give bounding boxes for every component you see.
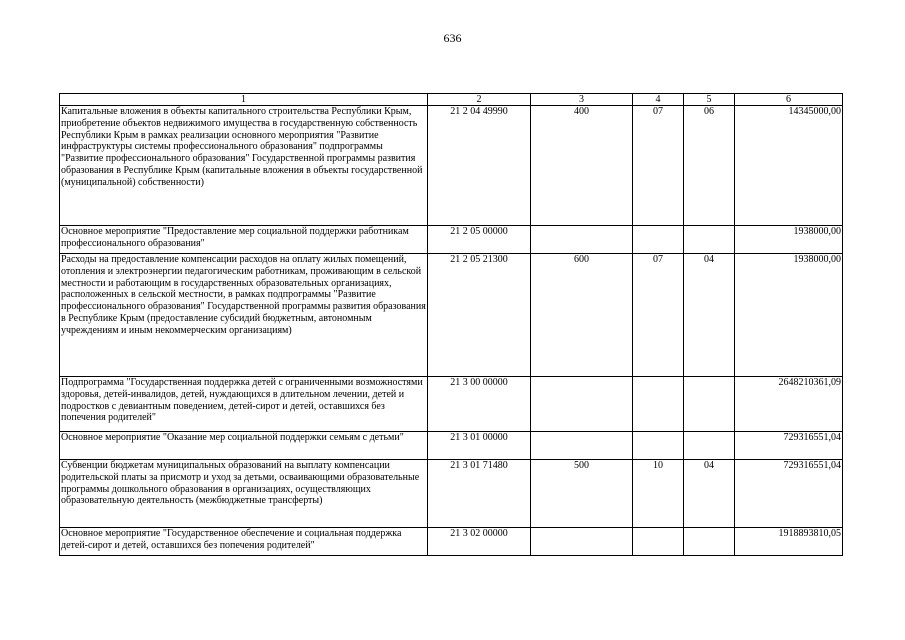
target-code: 21 3 01 00000 xyxy=(428,432,531,460)
table-row xyxy=(60,106,843,226)
target-code: 21 3 02 00000 xyxy=(428,528,531,556)
amount: 729316551,04 xyxy=(735,432,843,460)
amount: 2648210361,09 xyxy=(735,377,843,432)
amount: 1938000,00 xyxy=(735,254,843,377)
expense-type xyxy=(531,432,633,460)
expense-type: 400 xyxy=(531,106,633,226)
expense-type: 500 xyxy=(531,460,633,528)
budget-table xyxy=(59,93,843,556)
amount: 14345000,00 xyxy=(735,106,843,226)
target-code: 21 2 04 49990 xyxy=(428,106,531,226)
row-name: Субвенции бюджетам муниципальных образований на выплату компенсации родительской платы за присмотр и уход за детьми, осваивающими образовательные программы дошкольного образования в организациях, осуществляющих образовательную деятельность (межбюджетные трансферты) xyxy=(60,460,428,528)
section: 07 xyxy=(633,254,684,377)
amount: 729316551,04 xyxy=(735,460,843,528)
subsection: 06 xyxy=(684,106,735,226)
table-row xyxy=(60,460,843,528)
subsection xyxy=(684,226,735,254)
page-number: 636 xyxy=(443,31,462,45)
row-name: Капитальные вложения в объекты капитального строительства Республики Крым, приобретение объектов недвижимого имущества в государственную собственность Республики Крым в рамках реализации основного мероприятия "Развитие инфраструктуры системы профессионального образования" подпрограммы "Развитие профессионального образования" Государственной программы развития образования в Республике Крым (капитальные вложения в объекты государственной (муниципальной) собственности) xyxy=(60,106,428,226)
expense-type: 600 xyxy=(531,254,633,377)
table-row xyxy=(60,528,843,556)
subsection: 04 xyxy=(684,254,735,377)
subsection: 04 xyxy=(684,460,735,528)
subsection xyxy=(684,432,735,460)
column-header: 4 xyxy=(633,94,684,106)
target-code: 21 3 01 71480 xyxy=(428,460,531,528)
section xyxy=(633,226,684,254)
row-name: Подпрограмма "Государственная поддержка детей с ограниченными возможностями здоровья, детей-инвалидов, детей, нуждающихся в длительном лечении, детей и подростков с девиантным поведением, детей-сирот и детей, оставшихся без попечения родителей" xyxy=(60,377,428,432)
row-name: Основное мероприятие "Предоставление мер социальной поддержки работникам профессионального образования" xyxy=(60,226,428,254)
expense-type xyxy=(531,226,633,254)
section xyxy=(633,432,684,460)
column-header: 6 xyxy=(735,94,843,106)
table-row xyxy=(60,254,843,377)
expense-type xyxy=(531,528,633,556)
column-header: 3 xyxy=(531,94,633,106)
row-name: Расходы на предоставление компенсации расходов на оплату жилых помещений, отопления и электроэнергии педагогическим работникам, проживающим в сельской местности и работающим в государственных образовательных организациях, расположенных в сельской местности, в рамках подпрограммы "Развитие профессионального образования" Государственной программы развития образования в Республике Крым (предоставление субсидий бюджетным, автономным учреждениям и иным некоммерческим организациям) xyxy=(60,254,428,377)
row-name: Основное мероприятие "Государственное обеспечение и социальная поддержка детей-сирот и детей, оставшихся без попечения родителей" xyxy=(60,528,428,556)
table-row xyxy=(60,377,843,432)
column-header: 2 xyxy=(428,94,531,106)
section: 10 xyxy=(633,460,684,528)
amount: 1918893810,05 xyxy=(735,528,843,556)
section xyxy=(633,528,684,556)
target-code: 21 3 00 00000 xyxy=(428,377,531,432)
column-header: 5 xyxy=(684,94,735,106)
subsection xyxy=(684,377,735,432)
table-row xyxy=(60,432,843,460)
section xyxy=(633,377,684,432)
row-name: Основное мероприятие "Оказание мер социальной поддержки семьям с детьми" xyxy=(60,432,428,460)
amount: 1938000,00 xyxy=(735,226,843,254)
table-row xyxy=(60,226,843,254)
target-code: 21 2 05 00000 xyxy=(428,226,531,254)
header-row xyxy=(60,94,843,106)
column-header: 1 xyxy=(60,94,428,106)
target-code: 21 2 05 21300 xyxy=(428,254,531,377)
section: 07 xyxy=(633,106,684,226)
subsection xyxy=(684,528,735,556)
expense-type xyxy=(531,377,633,432)
